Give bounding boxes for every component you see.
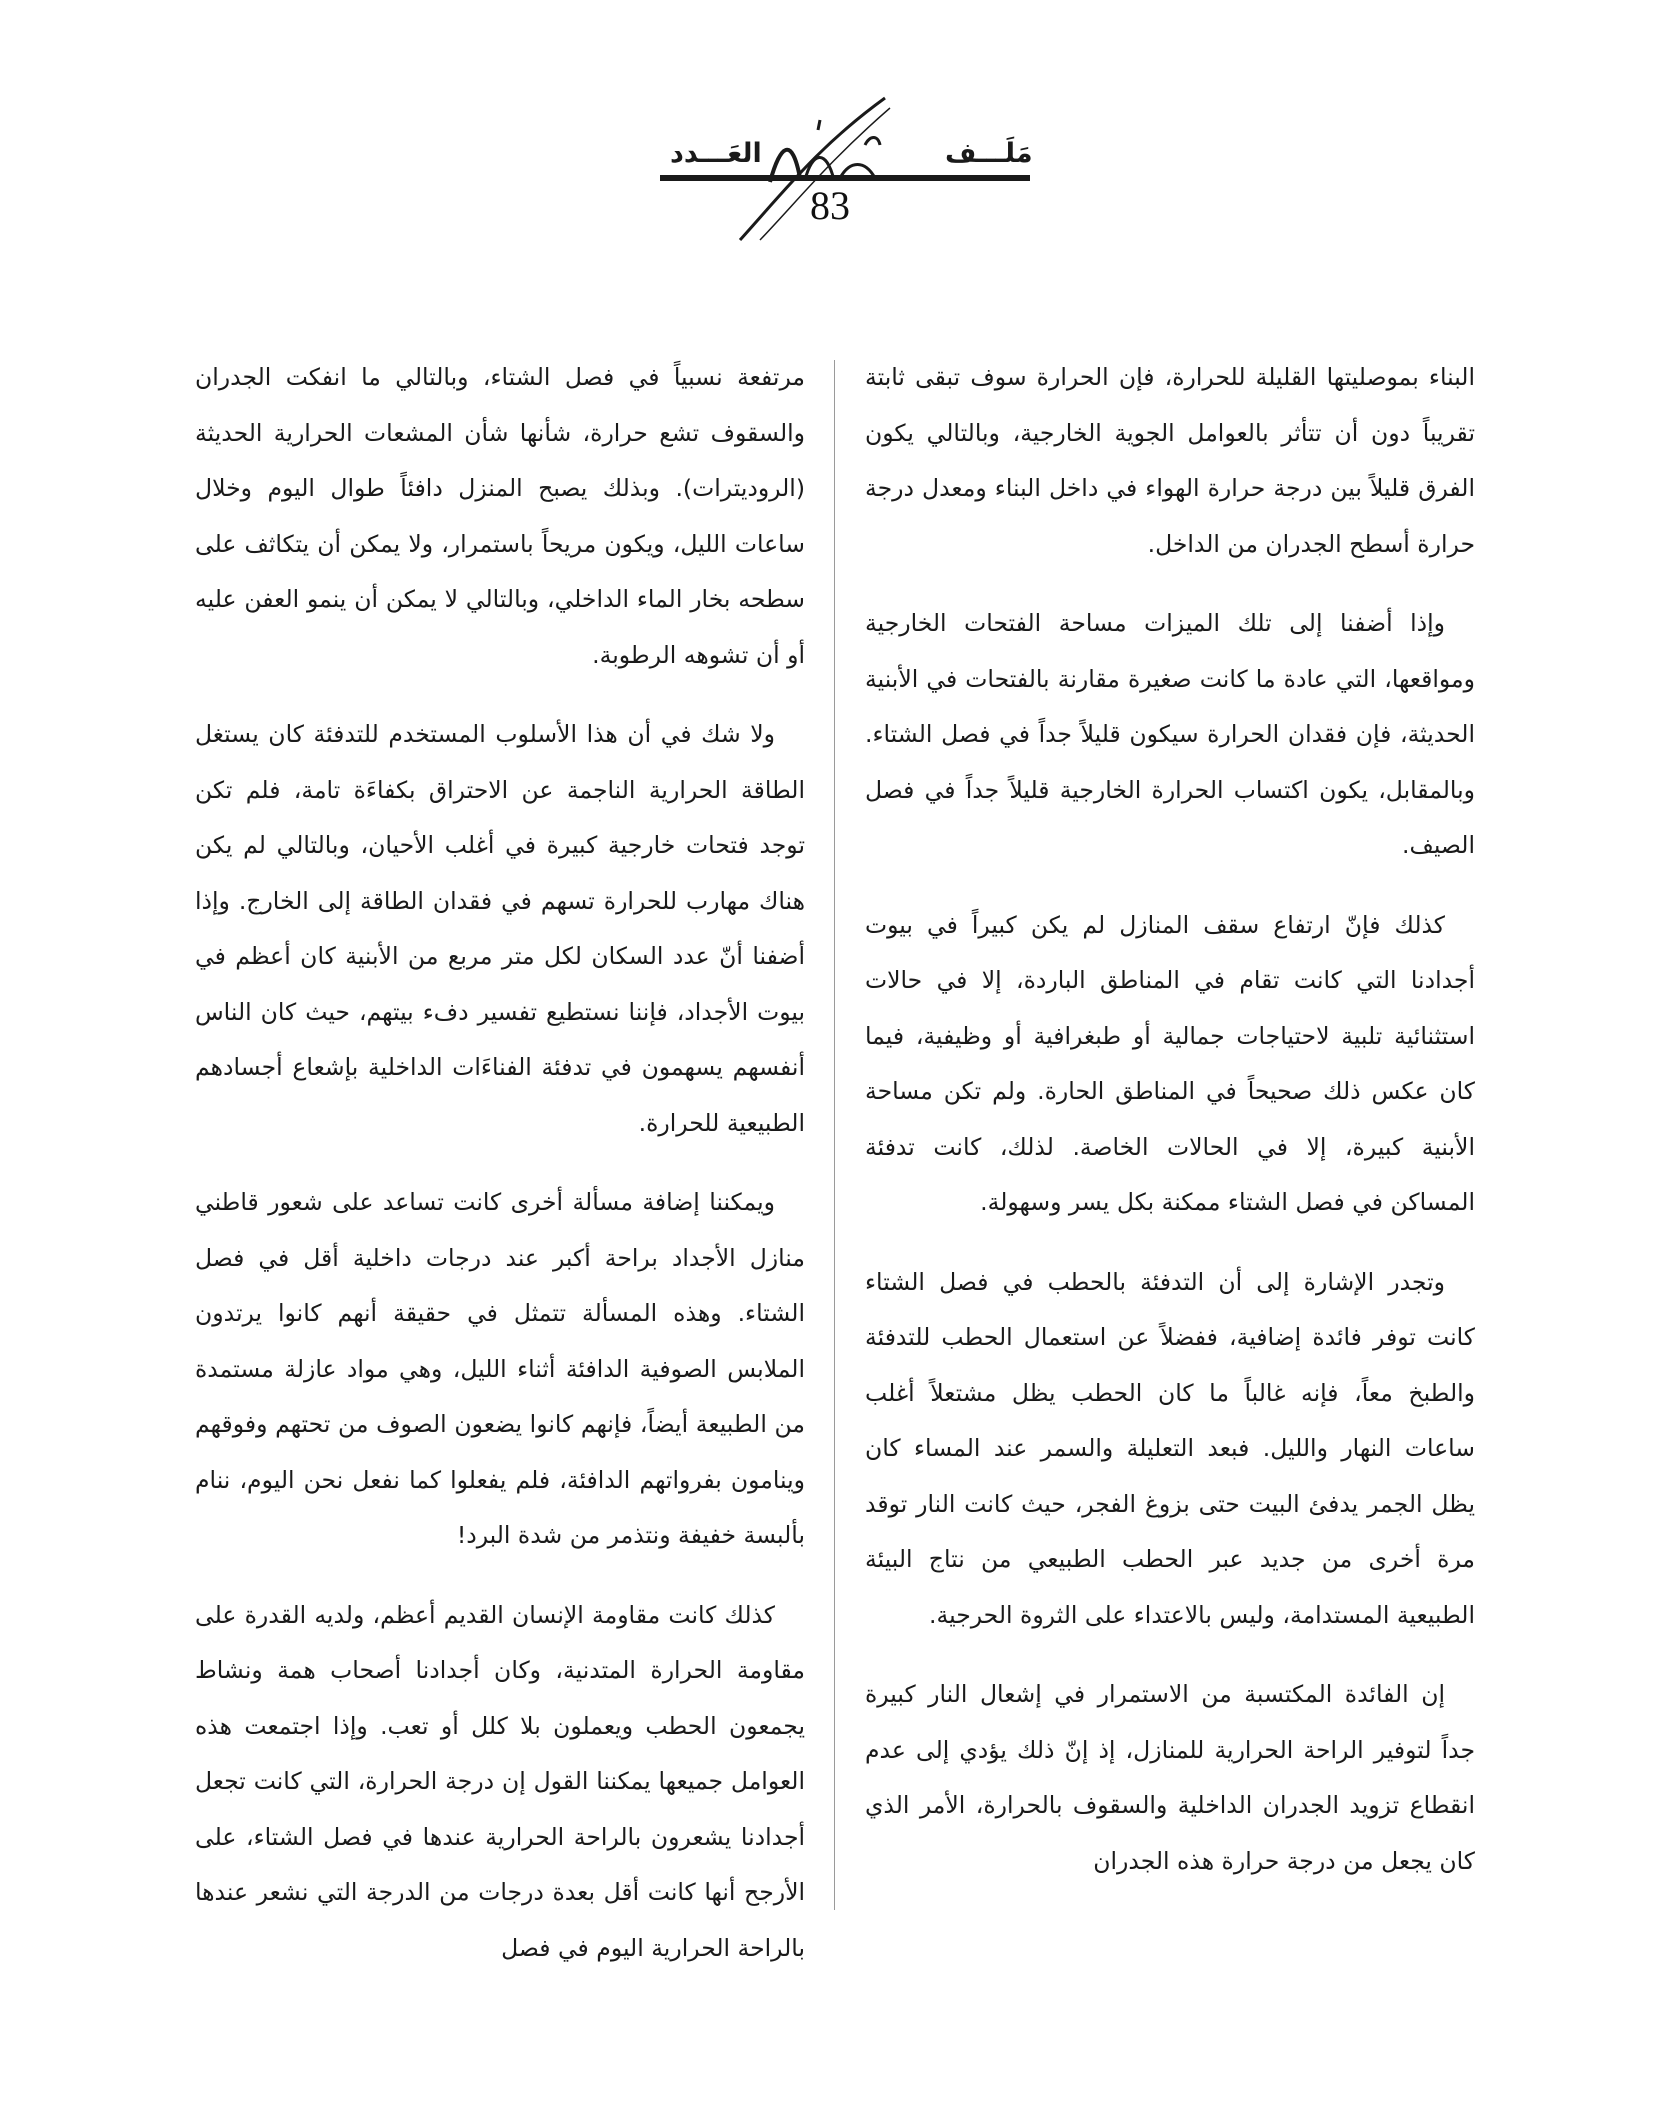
right-column <box>865 350 1475 1913</box>
paragraph: كذلك فإنّ ارتفاع سقف المنازل لم يكن كبيراً في بيوت أجدادنا التي كانت تقام في المناطق الباردة، إلا في حالات استثنائية تلبية لاحتياجات جمالية أو طبغرافية أو وظيفية، فيما كان عكس ذلك صحيحاً في المناطق الحارة. ولم تكن مساحة الأبنية كبيرة، إلا في الحالات الخاصة. لذلك، كانت تدفئة المساكن في فصل الشتاء ممكنة بكل يسر وسهولة. <box>865 910 1475 1216</box>
issue-label: العَـــدد <box>670 138 762 169</box>
column-divider <box>834 360 835 1910</box>
paragraph: كذلك كانت مقاومة الإنسان القديم أعظم، ولديه القدرة على مقاومة الحرارة المتدنية، وكان أجدادنا أصحاب همة ونشاط يجمعون الحطب ويعملون بلا كلل أو تعب. وإذا اجتمعت هذه العوامل جميعها يمكننا القول إن درجة الحرارة، التي كانت تجعل أجدادنا يشعرون بالراحة الحرارية عندها في فصل الشتاء، على الأرجح أنها كانت أقل بعدة درجات من الدرجة التي نشعر عندها بالراحة الحرارية اليوم في فصل <box>195 1600 805 1962</box>
paragraph: وإذا أضفنا إلى تلك الميزات مساحة الفتحات الخارجية ومواقعها، التي عادة ما كانت صغيرة مقارنة بالفتحات في الأبنية الحديثة، فإن فقدان الحرارة سيكون قليلاً جداً في فصل الشتاء. وبالمقابل، يكون اكتساب الحرارة الخارجية قليلاً جداً في فصل الصيف. <box>865 609 1475 859</box>
paragraph: ويمكننا إضافة مسألة أخرى كانت تساعد على شعور قاطني منازل الأجداد براحة أكبر عند درجات داخلية أقل في فصل الشتاء. وهذه المسألة تتمثل في حقيقة أنهم كانوا يرتدون الملابس الصوفية الدافئة أثناء الليل، وهي مواد عازلة مستمدة من الطبيعة أيضاً، فإنهم كانوا يضعون الصوف من تحتهم وفوقهم وينامون بفرواتهم الدافئة، فلم يفعلوا كما نفعل نحن اليوم، ننام بألبسة خفيفة ونتذمر من شدة البرد! <box>195 1188 805 1549</box>
paragraph: مرتفعة نسبياً في فصل الشتاء، وبالتالي ما انفكت الجدران والسقوف تشع حرارة، شأنها شأن المشعات الحرارية الحديثة (الروديترات). وبذلك يصبح المنزل دافئاً طوال اليوم وخلال ساعات الليل، ويكون مريحاً باستمرار، ولا يمكن أن يتكاثف على سطحه بخار الماء الداخلي، وبالتالي لا يمكن أن ينمو العفن عليه أو أن تشوهه الرطوبة. <box>195 363 805 669</box>
paragraph: إن الفائدة المكتسبة من الاستمرار في إشعال النار كبيرة جداً لتوفير الراحة الحرارية للمنازل، إذ إنّ ذلك يؤدي إلى عدم انقطاع تزويد الجدران الداخلية والسقوف بالحرارة، الأمر الذي كان يجعل من درجة حرارة هذه الجدران <box>865 1680 1475 1875</box>
header-rule <box>660 175 1030 181</box>
section-label: مَلَـــف <box>945 138 1033 169</box>
paragraph: البناء بموصليتها القليلة للحرارة، فإن الحرارة سوف تبقى ثابتة تقريباً دون أن تتأثر بالعوامل الجوية الخارجية، وبالتالي يكون الفرق قليلاً بين درجة حرارة الهواء في داخل البناء ومعدل درجة حرارة أسطح الجدران من الداخل. <box>865 363 1475 558</box>
paragraph: وتجدر الإشارة إلى أن التدفئة بالحطب في فصل الشتاء كانت توفر فائدة إضافية، ففضلاً عن استعمال الحطب للتدفئة والطبخ معاً، فإنه غالباً ما كان الحطب يظل مشتعلاً أغلب ساعات النهار والليل. فبعد التعليلة والسمر عند المساء كان يظل الجمر يدفئ البيت حتى بزوغ الفجر، حيث كانت النار توقد مرة أخرى من جديد عبر الحطب الطبيعي من نتاج البيئة الطبيعية المستدامة، وليس بالاعتداء على الثروة الحرجية. <box>865 1267 1475 1629</box>
left-column <box>195 350 805 2000</box>
page-number: 83 <box>810 183 850 228</box>
page-header <box>640 80 1060 260</box>
paragraph: ولا شك في أن هذا الأسلوب المستخدم للتدفئة كان يستغل الطاقة الحرارية الناجمة عن الاحتراق بكفاءَة تامة، فلم تكن توجد فتحات خارجية كبيرة في أغلب الأحيان، وبالتالي لم يكن هناك مهارب للحرارة تسهم في فقدان الطاقة إلى الخارج. وإذا أضفنا أنّ عدد السكان لكل متر مربع من الأبنية كان أعظم في بيوت الأجداد، فإننا نستطيع تفسير دفء بيتهم، حيث كان الناس أنفسهم يسهمون في تدفئة الفناءَات الداخلية بإشعاع أجسادهم الطبيعية للحرارة. <box>195 720 805 1137</box>
